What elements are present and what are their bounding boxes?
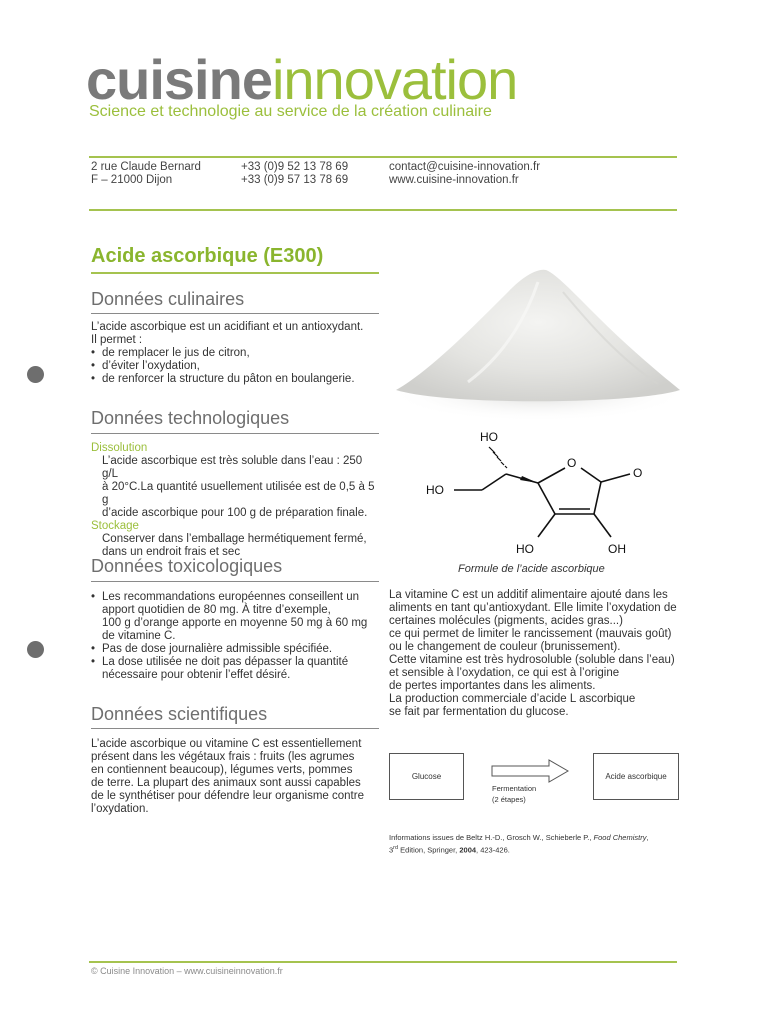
text-line: apport quotidien de 80 mg. À titre d’exemple, bbox=[102, 604, 331, 616]
text-line: Cette vitamine est très hydrosoluble (soluble dans l’eau) bbox=[389, 654, 675, 666]
label-ho-left: HO bbox=[426, 483, 444, 497]
address-line-1: 2 rue Claude Bernard bbox=[91, 161, 201, 173]
logo-part1: cuisine bbox=[86, 48, 272, 111]
label-o-ring: O bbox=[567, 456, 577, 470]
culinaires-intro-1: L’acide ascorbique est un acidifiant et un antioxydant. bbox=[91, 321, 364, 333]
title-rule bbox=[91, 272, 379, 274]
website-link[interactable]: www.cuisine-innovation.fr bbox=[389, 174, 519, 186]
flow-box-acide bbox=[593, 753, 679, 800]
logo-part2: innovation bbox=[271, 48, 518, 111]
ref-pages: , 423-426. bbox=[476, 845, 510, 855]
text-line: de vitamine C. bbox=[102, 630, 176, 642]
text-line: dans un endroit frais et sec bbox=[102, 546, 241, 558]
section-rule bbox=[91, 433, 379, 434]
text-line: en contiennent beaucoup), légumes verts, pommes bbox=[91, 764, 353, 776]
text-line: présent dans les végétaux frais : fruits (les agrumes bbox=[91, 751, 355, 763]
subheading-dissolution: Dissolution bbox=[91, 442, 148, 454]
text-line: nécessaire pour obtenir l’effet désiré. bbox=[102, 669, 291, 681]
dissolution-text bbox=[91, 455, 381, 520]
text-line: La vitamine C est un additif alimentaire ajouté dans les bbox=[389, 589, 668, 601]
molecule-caption: Formule de l’acide ascorbique bbox=[458, 563, 605, 575]
section-heading-culinaires: Données culinaires bbox=[91, 289, 245, 309]
section-heading-scientifiques: Données scientifiques bbox=[91, 704, 268, 724]
technologiques-body bbox=[91, 442, 381, 559]
flow-box-acide-label: Acide ascorbique bbox=[605, 772, 667, 781]
flow-label: Fermentation bbox=[492, 784, 537, 793]
footer-rule bbox=[89, 961, 677, 963]
section-rule bbox=[91, 728, 379, 729]
header-top-rule bbox=[89, 156, 677, 158]
list-item bbox=[91, 656, 381, 682]
phone-2: +33 (0)9 57 13 78 69 bbox=[241, 174, 349, 186]
text-line: La production commerciale d’acide L ascorbique bbox=[389, 693, 636, 705]
contact-web bbox=[389, 161, 540, 187]
phone-1: +33 (0)9 52 13 78 69 bbox=[241, 161, 349, 173]
text-line: ce qui permet de limiter le rancissement (mauvais goût) bbox=[389, 628, 672, 640]
list-item: • de renforcer la structure du pâton en boulangerie. bbox=[91, 373, 381, 386]
contact-phones bbox=[241, 161, 348, 187]
text-line: de terre. La plupart des animaux sont aussi capables bbox=[91, 777, 361, 789]
text-line: L’acide ascorbique est très soluble dans l’eau : 250 g/L bbox=[102, 455, 363, 480]
ascorbic-acid-structure bbox=[410, 430, 660, 560]
list-item bbox=[91, 643, 381, 656]
text-line: à 20°C.La quantité usuellement utilisée est de 0,5 à 5 g bbox=[102, 481, 375, 506]
section-rule bbox=[91, 581, 379, 582]
section-rule bbox=[91, 313, 379, 314]
label-ho-bottom: HO bbox=[516, 542, 534, 556]
flow-box-glucose bbox=[389, 753, 464, 800]
label-oh-bottom: OH bbox=[608, 542, 626, 556]
text-line: aliments en tant qu’antioxydant. Elle limite l’oxydation de bbox=[389, 602, 677, 614]
text-line: ou le changement de couleur (brunissement). bbox=[389, 641, 621, 653]
ref-edition-sup: rd bbox=[393, 845, 399, 851]
flow-box-glucose-label: Glucose bbox=[411, 772, 442, 781]
text-line: de pertes importantes dans les aliments. bbox=[389, 680, 596, 692]
text-line: se fait par fermentation du glucose. bbox=[389, 706, 569, 718]
list-item: • de remplacer le jus de citron, bbox=[91, 347, 381, 360]
section-heading-technologiques: Données technologiques bbox=[91, 408, 290, 428]
text-line: et sensible à l’oxydation, ce qui est à l’origine bbox=[389, 667, 620, 679]
ref-year: 2004 bbox=[459, 845, 477, 855]
toxicologiques-list bbox=[91, 591, 381, 682]
ref-journal: Food Chemistry bbox=[593, 833, 647, 842]
text-line: Conserver dans l’emballage hermétiquement fermé, bbox=[102, 533, 367, 545]
list-item bbox=[91, 591, 381, 643]
footer-text: © Cuisine Innovation – www.cuisineinnovation.fr bbox=[91, 966, 283, 976]
address-line-2: F – 21000 Dijon bbox=[91, 174, 173, 186]
culinaires-list bbox=[91, 347, 381, 386]
toxicologiques-body bbox=[91, 591, 381, 682]
reference-note: Informations issues de Beltz H.-D., Grosch W., Schieberle P., Food Chemistry, 3rd Edition, Springer, 2004, 423-426. bbox=[389, 833, 649, 855]
text-line: d’acide ascorbique pour 100 g de préparation finale. bbox=[102, 507, 368, 519]
culinaires-body bbox=[91, 321, 381, 386]
text-line: L’acide ascorbique ou vitamine C est essentiellement bbox=[91, 738, 362, 750]
tagline: Science et technologie au service de la création culinaire bbox=[89, 103, 492, 120]
text-line: l’oxydation. bbox=[91, 803, 149, 815]
ref-edition-rest: Edition, Springer, bbox=[398, 845, 460, 855]
header-bottom-rule bbox=[89, 209, 677, 211]
text-line: certaines molécules (pigments, acides gras...) bbox=[389, 615, 623, 627]
page-title: Acide ascorbique (E300) bbox=[91, 245, 324, 267]
email-link[interactable]: contact@cuisine-innovation.fr bbox=[389, 161, 541, 173]
flow-arrow-icon bbox=[491, 759, 569, 783]
contact-address bbox=[91, 161, 201, 187]
ref-edition-num: 3 bbox=[389, 845, 394, 855]
powder-image bbox=[388, 262, 684, 422]
label-ho-top: HO bbox=[480, 430, 498, 444]
text-line: • Pas de dose journalière admissible spécifiée. bbox=[102, 643, 333, 655]
ref-authors: Informations issues de Beltz H.-D., Grosch W., Schieberle P., bbox=[389, 833, 594, 842]
scientifiques-body bbox=[91, 738, 381, 816]
section-heading-toxicologiques: Données toxicologiques bbox=[91, 556, 283, 576]
list-item: • d’éviter l’oxydation, bbox=[91, 360, 381, 373]
text-line: • Les recommandations européennes conseillent un bbox=[102, 591, 359, 603]
subheading-stockage: Stockage bbox=[91, 520, 139, 532]
culinaires-intro-2: Il permet : bbox=[91, 334, 143, 346]
text-line: • La dose utilisée ne doit pas dépasser la quantité bbox=[102, 656, 349, 668]
flow-sublabel: (2 étapes) bbox=[492, 795, 526, 804]
punch-hole-top bbox=[27, 366, 44, 383]
text-line: de le synthétiser pour défendre leur organisme contre bbox=[91, 790, 364, 802]
label-o-carbonyl: O bbox=[633, 466, 643, 480]
vitamin-c-text bbox=[389, 589, 689, 719]
text-line: 100 g d’orange apporte en moyenne 50 mg à 60 mg bbox=[102, 617, 368, 629]
punch-hole-bottom bbox=[27, 641, 44, 658]
